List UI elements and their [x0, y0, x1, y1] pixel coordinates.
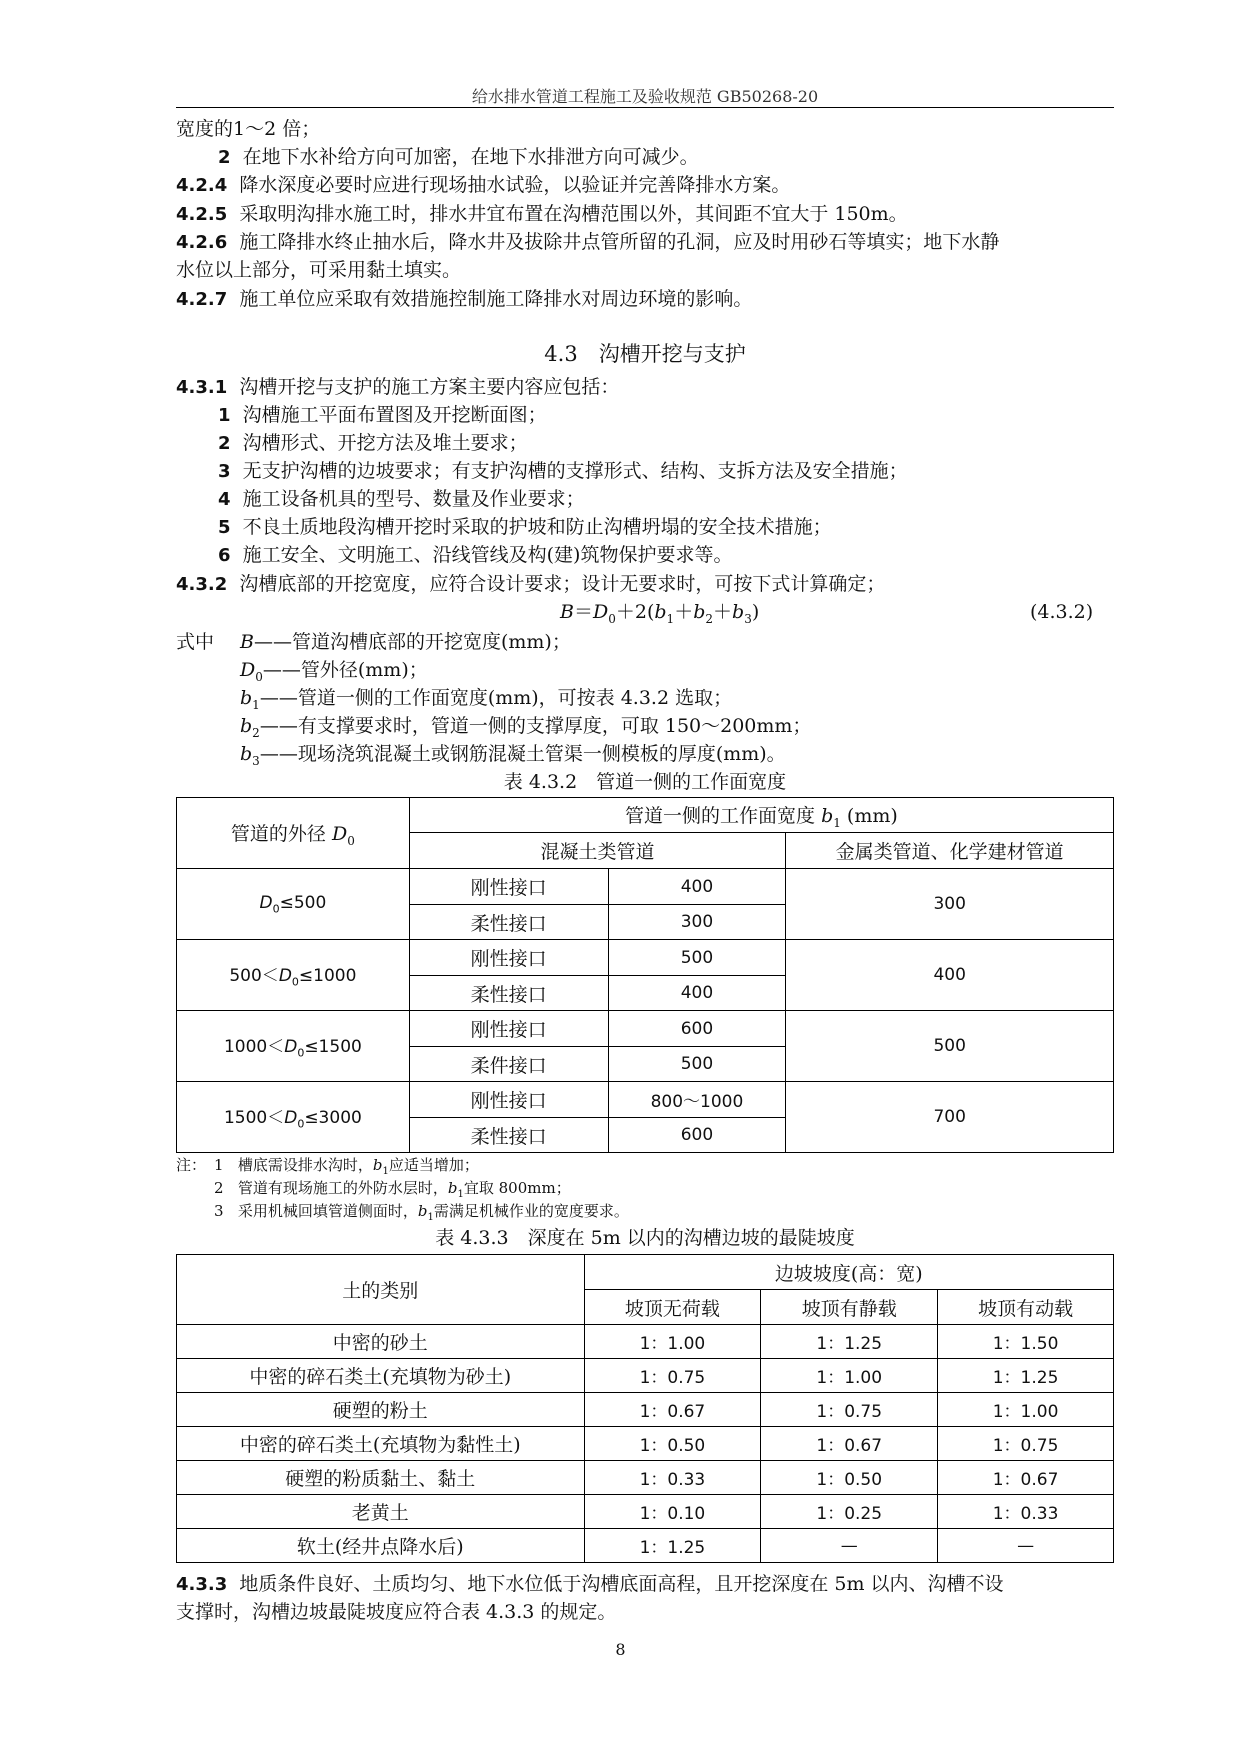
header-cell: 管道一侧的工作面宽度 $b_1$ (mm) [409, 798, 1113, 833]
clause-4-3-3: 4.3.3 地质条件良好、土质均匀、地下水位低于沟槽底面高程，且开挖深度在 5m 以内、沟槽不设 [176, 1573, 1004, 1595]
table-cell: 柔性接口 [409, 976, 608, 1011]
page-number: 8 [615, 1640, 626, 1659]
table-cell: 1：0.33 [584, 1461, 761, 1495]
table-cell: 500 [608, 1047, 786, 1082]
note-item: 2 管道有现场施工的外防水层时，$b_1$宜取 800mm； [214, 1179, 571, 1200]
table-row [177, 1461, 1114, 1495]
where-label: 式中 [176, 631, 215, 653]
table-cell: — [938, 1529, 1114, 1563]
table-cell: 1：0.50 [761, 1461, 938, 1495]
table-4-3-2-title: 表 4.3.2 管道一侧的工作面宽度 [503, 771, 787, 793]
table-cell: 600 [608, 1118, 786, 1153]
table-cell: 1：0.33 [938, 1495, 1114, 1529]
header-cell: 管道的外径 $D_0$ [177, 798, 410, 869]
table-cell: 刚性接口 [409, 1011, 608, 1047]
table-4-3-3-title: 表 4.3.3 深度在 5m 以内的沟槽边坡的最陡坡度 [435, 1227, 855, 1249]
table-cell: 500 [786, 1011, 1114, 1082]
definition: $b_3——$现场浇筑混凝土或钢筋混凝土管渠一侧模板的厚度(mm)。 [240, 743, 786, 768]
table-cell: 1：1.25 [761, 1325, 938, 1359]
note-label: 注： [176, 1156, 207, 1174]
table-cell: 400 [608, 869, 786, 905]
table-cell: 500 [608, 940, 786, 976]
header-cell: 坡顶有动载 [938, 1290, 1114, 1325]
running-header: 给水排水管道工程施工及验收规范 GB50268-20 [471, 87, 819, 106]
list-item: 4 施工设备机具的型号、数量及作业要求； [218, 488, 585, 510]
header-cell: 坡顶无荷载 [584, 1290, 761, 1325]
table-row [177, 1393, 1114, 1427]
table-cell: 1：0.75 [761, 1393, 938, 1427]
table-cell: 刚性接口 [409, 1082, 608, 1118]
table-cell: — [761, 1529, 938, 1563]
equation-number: (4.3.2) [1030, 601, 1094, 623]
table-cell: 1：0.75 [938, 1427, 1114, 1461]
note-item: 1 槽底需设排水沟时，$b_1$应适当增加； [214, 1156, 479, 1177]
table-cell: 软土(经井点降水后) [177, 1529, 585, 1563]
header-cell: 坡顶有静载 [761, 1290, 938, 1325]
intro-line: 宽度的1～2 倍； [176, 118, 321, 140]
table-cell: 1：0.25 [761, 1495, 938, 1529]
clause-4-2-5: 4.2.5 采取明沟排水施工时，排水井宜布置在沟槽范围以外，其间距不宜大于 150m。 [176, 203, 908, 225]
definition: $D_0——$管外径(mm)； [240, 659, 428, 684]
clause-4-3-3-cont: 支撑时，沟槽边坡最陡坡度应符合表 4.3.3 的规定。 [176, 1601, 617, 1623]
table-cell: $500<D_0\le 1000$ [177, 940, 410, 1011]
table-row [177, 1495, 1114, 1529]
table-cell: 400 [786, 940, 1114, 1011]
table-cell: 600 [608, 1011, 786, 1047]
table-cell: 1：1.00 [761, 1359, 938, 1393]
section-title: 4.3 沟槽开挖与支护 [544, 342, 746, 366]
table-row [177, 1427, 1114, 1461]
table-cell: 700 [786, 1082, 1114, 1153]
definition: B——管道沟槽底部的开挖宽度(mm)； [240, 631, 571, 653]
table-row [177, 1529, 1114, 1563]
table-cell: 刚性接口 [409, 940, 608, 976]
formula: $B=D_0+2(b_1+b_2+b_3)$ [560, 601, 760, 626]
table-cell: 1：0.67 [761, 1427, 938, 1461]
table-cell: 1：1.00 [584, 1325, 761, 1359]
definition: $b_2——$有支撑要求时，管道一侧的支撑厚度，可取 150～200mm； [240, 715, 812, 740]
clause-4-2-4: 4.2.4 降水深度必要时应进行现场抽水试验，以验证并完善降排水方案。 [176, 174, 791, 196]
table-cell: 400 [608, 976, 786, 1011]
table-cell: 1：1.00 [938, 1393, 1114, 1427]
clause-4-2-6-cont: 水位以上部分，可采用黏土填实。 [176, 259, 462, 281]
clause-4-2-7: 4.2.7 施工单位应采取有效措施控制施工降排水对周边环境的影响。 [176, 288, 753, 310]
table-row [177, 1325, 1114, 1359]
table-cell: $1000<D_0\le 1500$ [177, 1011, 410, 1082]
header-cell: 边坡坡度(高：宽) [584, 1255, 1113, 1290]
table-cell: 800～1000 [608, 1082, 786, 1118]
table-cell: $D_0\le 500$ [177, 869, 410, 940]
table-cell: 300 [786, 869, 1114, 940]
table-cell: 中密的碎石类土(充填物为砂土) [177, 1359, 585, 1393]
table-4-3-2 [176, 797, 1114, 1153]
table-cell: $1500<D_0\le 3000$ [177, 1082, 410, 1153]
table-cell: 柔性接口 [409, 1118, 608, 1153]
header-cell: 土的类别 [177, 1255, 585, 1325]
table-cell: 1：1.25 [584, 1529, 761, 1563]
header-rule [176, 107, 1114, 108]
list-item: 3 无支护沟槽的边坡要求；有支护沟槽的支撑形式、结构、支拆方法及安全措施； [218, 460, 908, 482]
table-cell: 1：0.10 [584, 1495, 761, 1529]
header-cell: 混凝土类管道 [409, 833, 786, 869]
definition: $b_1——$管道一侧的工作面宽度(mm)，可按表 4.3.2 选取； [240, 687, 733, 712]
table-cell: 1：0.67 [938, 1461, 1114, 1495]
clause-4-3-2: 4.3.2 沟槽底部的开挖宽度，应符合设计要求；设计无要求时，可按下式计算确定； [176, 573, 886, 595]
table-cell: 300 [608, 905, 786, 940]
clause-4-2-6: 4.2.6 施工降排水终止抽水后，降水井及拔除井点管所留的孔洞，应及时用砂石等填实；地下水静 [176, 231, 1000, 253]
table-cell: 中密的碎石类土(充填物为黏性土) [177, 1427, 585, 1461]
table-cell: 硬塑的粉质黏土、黏土 [177, 1461, 585, 1495]
table-row [177, 1359, 1114, 1393]
table-cell: 刚性接口 [409, 869, 608, 905]
list-item: 2 沟槽形式、开挖方法及堆土要求； [218, 432, 528, 454]
header-cell: 金属类管道、化学建材管道 [786, 833, 1114, 869]
table-cell: 1：0.75 [584, 1359, 761, 1393]
table-4-3-3 [176, 1254, 1114, 1563]
list-item: 6 施工安全、文明施工、沿线管线及构(建)筑物保护要求等。 [218, 544, 733, 566]
intro-line: 2 在地下水补给方向可加密，在地下水排泄方向可减少。 [218, 146, 699, 168]
table-cell: 1：1.25 [938, 1359, 1114, 1393]
table-cell: 中密的砂土 [177, 1325, 585, 1359]
table-cell: 柔性接口 [409, 905, 608, 940]
clause-4-3-1: 4.3.1 沟槽开挖与支护的施工方案主要内容应包括： [176, 376, 620, 398]
table-cell: 1：0.67 [584, 1393, 761, 1427]
list-item: 1 沟槽施工平面布置图及开挖断面图； [218, 404, 547, 426]
table-cell: 柔件接口 [409, 1047, 608, 1082]
table-cell: 1：1.50 [938, 1325, 1114, 1359]
table-cell: 1：0.50 [584, 1427, 761, 1461]
note-item: 3 采用机械回填管道侧面时，$b_1$需满足机械作业的宽度要求。 [214, 1202, 629, 1223]
table-cell: 硬塑的粉土 [177, 1393, 585, 1427]
table-cell: 老黄土 [177, 1495, 585, 1529]
list-item: 5 不良土质地段沟槽开挖时采取的护坡和防止沟槽坍塌的安全技术措施； [218, 516, 832, 538]
